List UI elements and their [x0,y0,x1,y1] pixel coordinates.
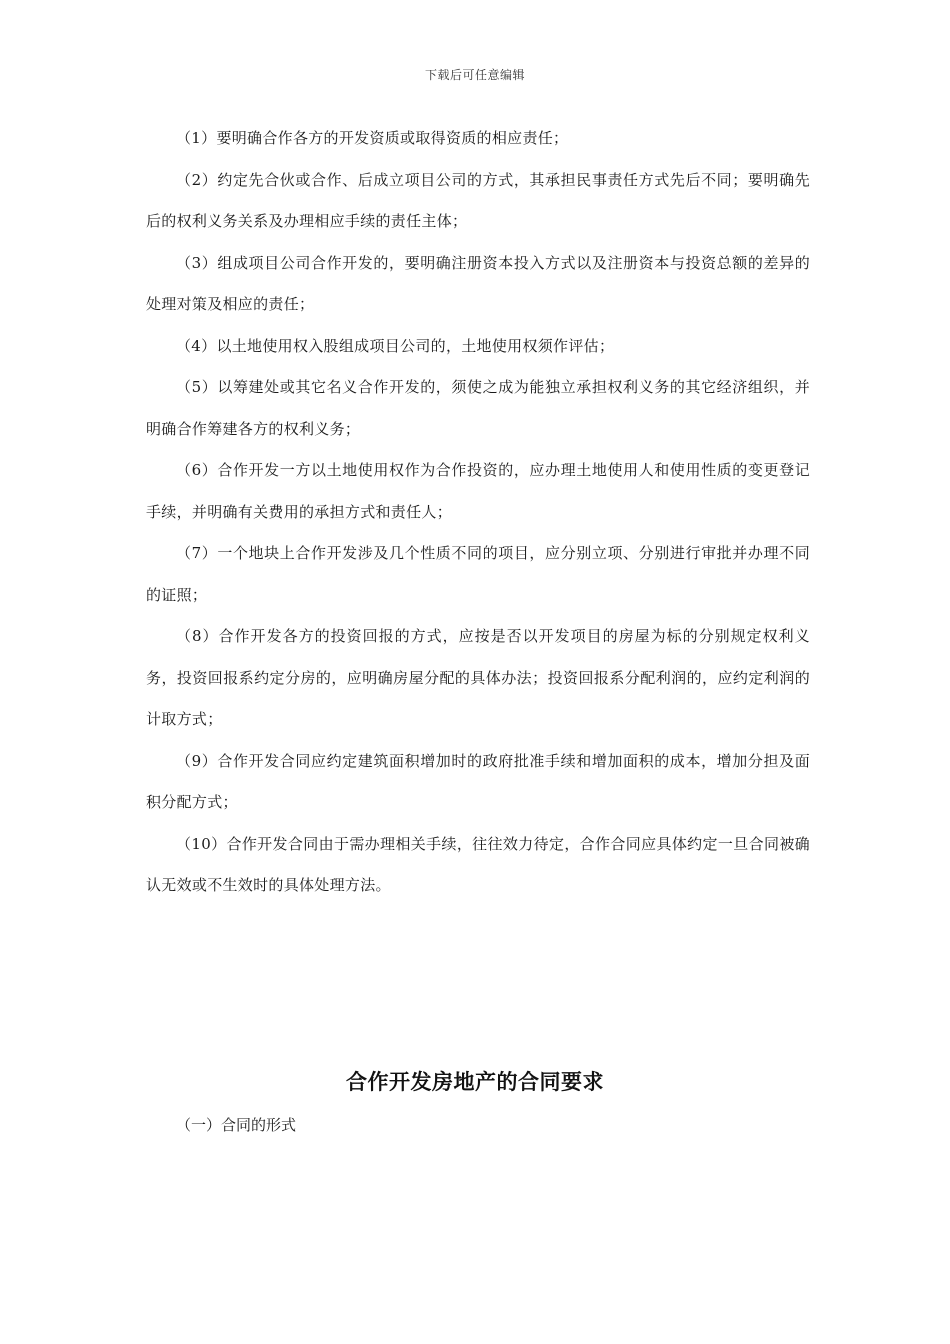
paragraph-1: （1）要明确合作各方的开发资质或取得资质的相应责任； [176,129,569,147]
page-header-note: 下载后可任意编辑 [424,68,525,82]
paragraph-5: （5）以筹建处或其它名义合作开发的，须使之成为能独立承担权利义务的其它经济组织，并明确合作筹建各方的权利义务； [146,378,810,438]
paragraph-4: （4）以土地使用权入股组成项目公司的，土地使用权须作评估； [176,336,615,355]
section-subheading: （一）合同的形式 [176,1116,297,1134]
paragraph-6: （6）合作开发一方以土地使用权作为合作投资的，应办理土地使用人和使用性质的变更登记手续，并明确有关费用的承担方式和责任人； [146,461,810,521]
paragraph-9: （9）合作开发合同应约定建筑面积增加时的政府批准手续和增加面积的成本，增加分担及面积分配方式； [146,751,810,811]
paragraph-10: （10）合作开发合同由于需办理相关手续，往往效力待定，合作合同应具体约定一旦合同被确认无效或不生效时的具体处理方法。 [146,834,810,894]
paragraph-3: （3）组成项目公司合作开发的，要明确注册资本投入方式以及注册资本与投资总额的差异的处理对策及相应的责任； [146,253,810,313]
paragraph-8: （8）合作开发各方的投资回报的方式，应按是否以开发项目的房屋为标的分别规定权利义务，投资回报系约定分房的，应明确房屋分配的具体办法；投资回报系分配利润的，应约定利润的计取方式； [146,627,810,728]
paragraph-7: （7）一个地块上合作开发涉及几个性质不同的项目，应分别立项、分别进行审批并办理不同的证照； [146,544,810,604]
section-title: 合作开发房地产的合同要求 [346,1070,604,1094]
paragraph-2: （2）约定先合伙或合作、后成立项目公司的方式，其承担民事责任方式先后不同；要明确先后的权利义务关系及办理相应手续的责任主体； [146,170,810,230]
document-body [146,118,810,907]
